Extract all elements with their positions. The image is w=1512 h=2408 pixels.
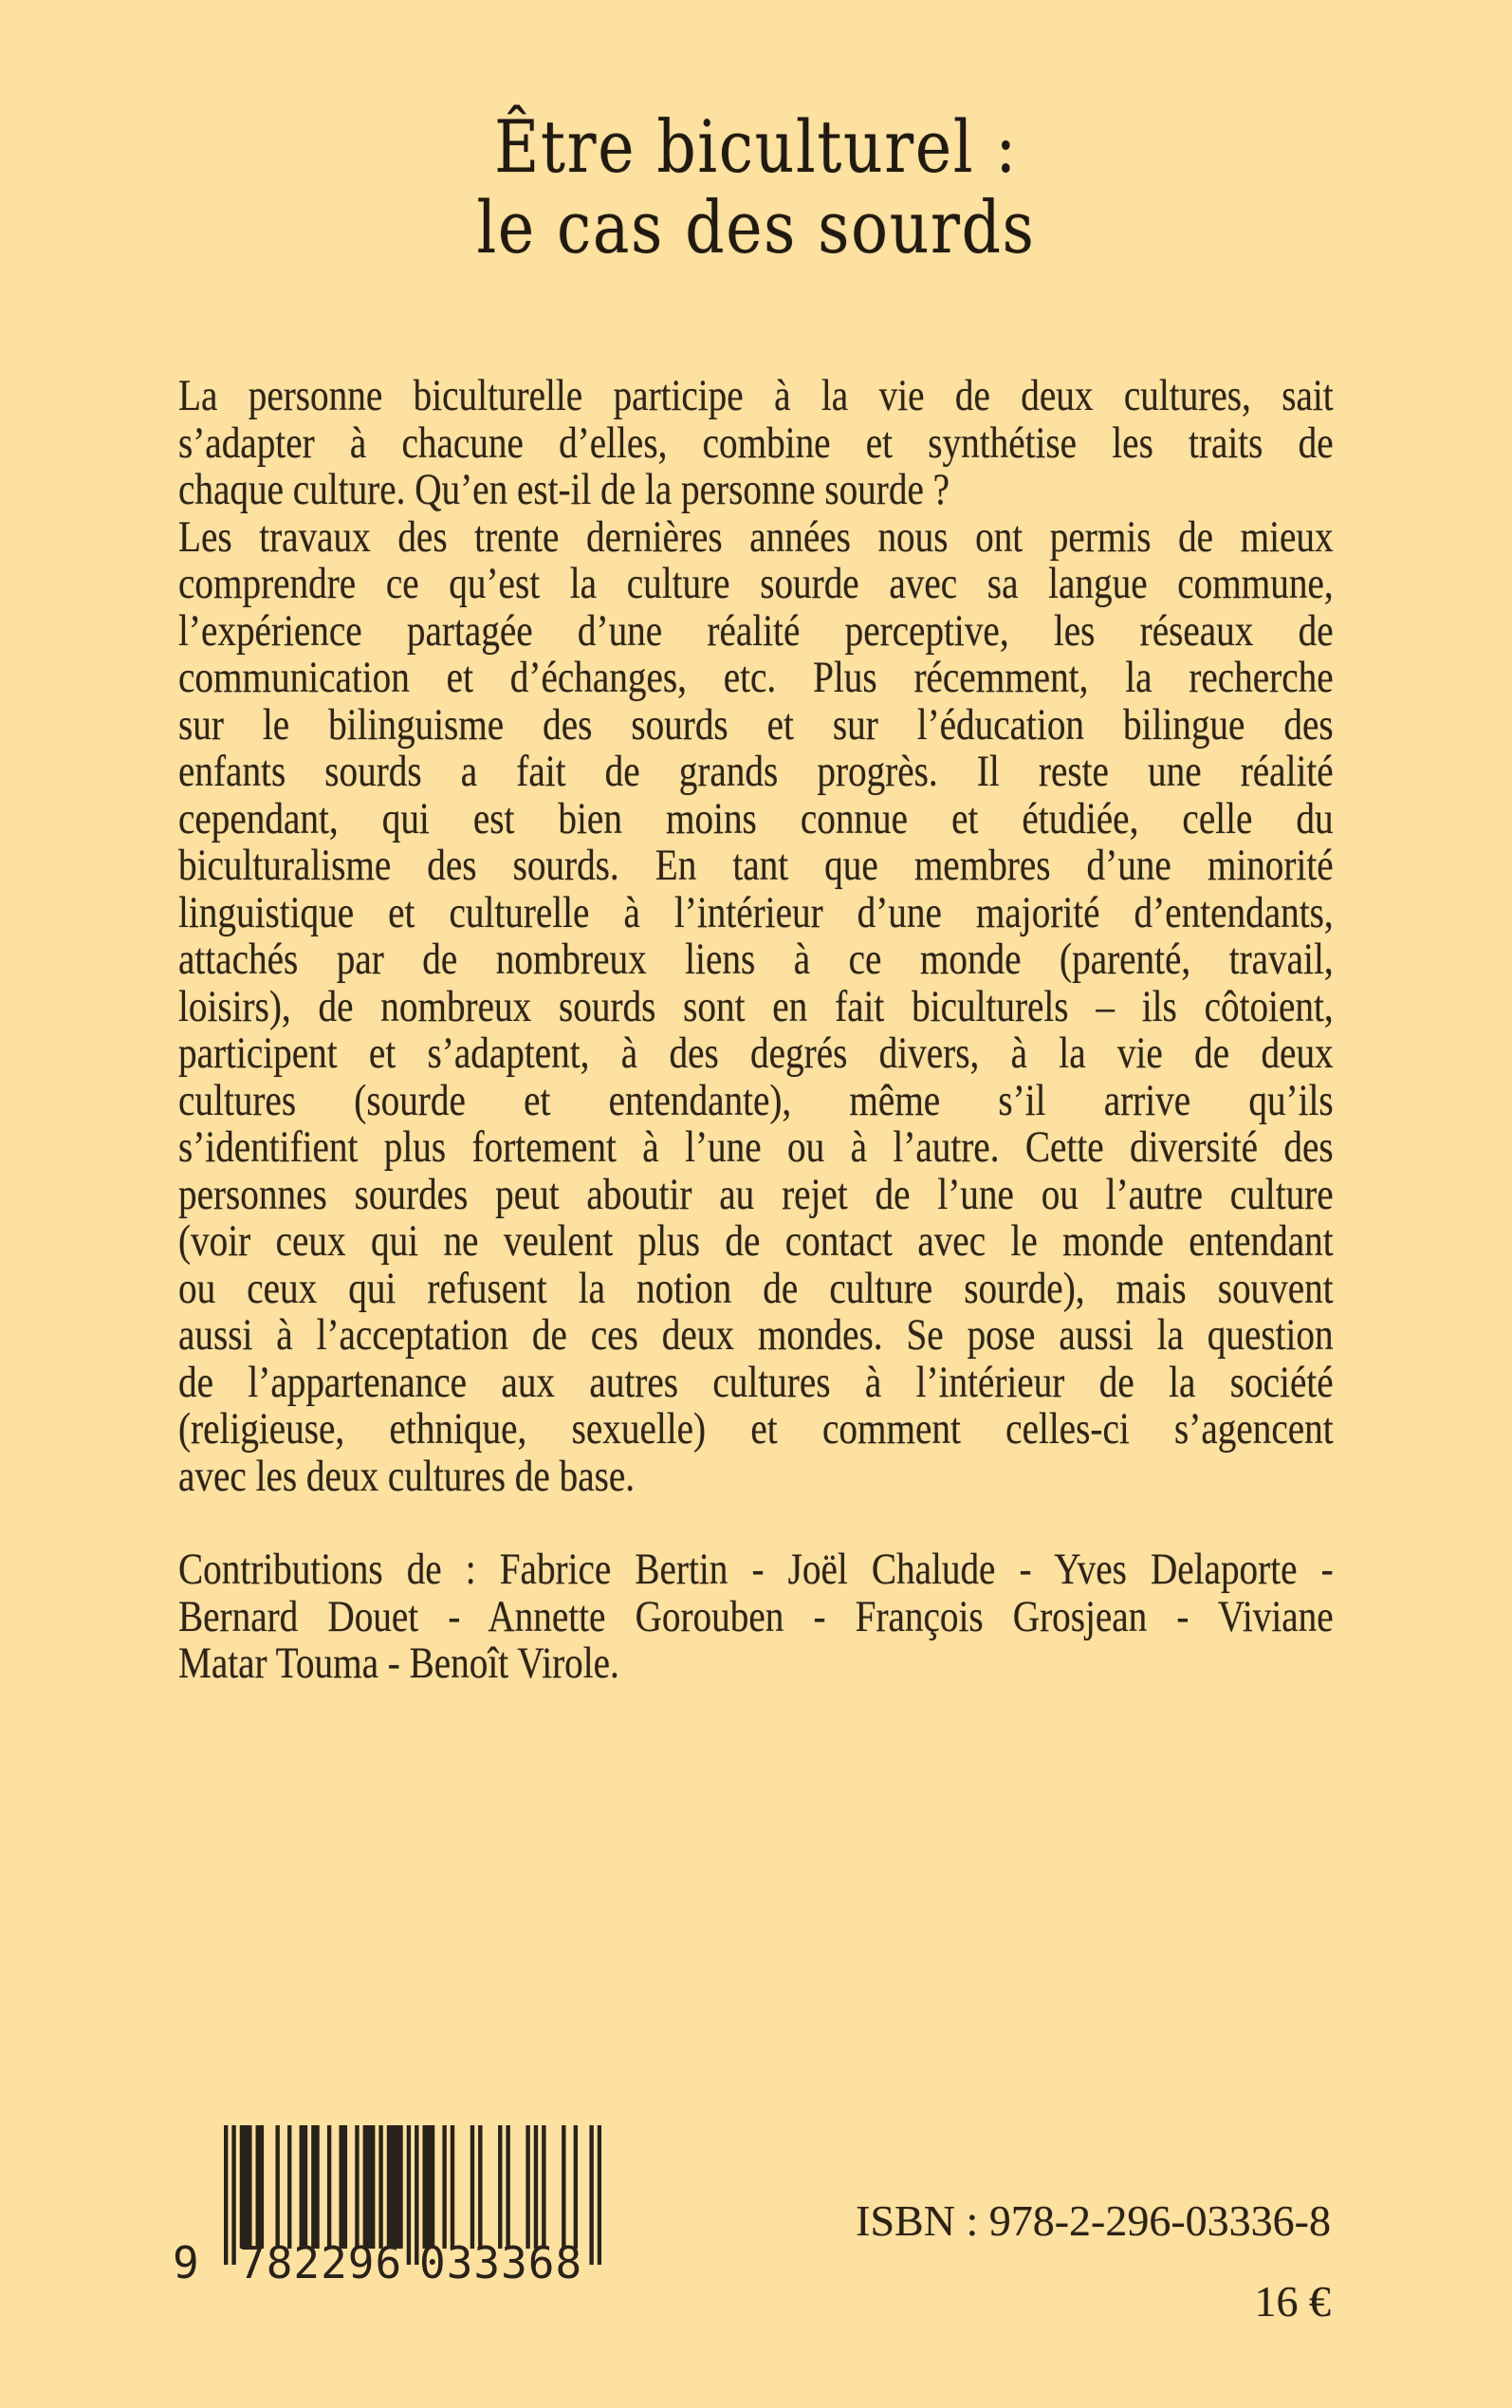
barcode-bar (240, 2125, 252, 2249)
barcode-bar (327, 2125, 331, 2249)
barcode-bar (598, 2125, 601, 2265)
isbn-text: ISBN : 978-2-296-03336-8 (856, 2196, 1331, 2245)
barcode-bar (506, 2125, 509, 2249)
contributors-line: Contributions de : Fabrice Bertin - Joël Chalude - Yves Delaporte - (178, 1545, 1334, 1594)
barcode-bar (415, 2125, 418, 2265)
barcode-bar (407, 2125, 411, 2265)
synopsis-line: loisirs), de nombreux sourds sont en fait biculturels – ils côtoient, (178, 981, 1334, 1031)
barcode-bar (300, 2125, 308, 2249)
synopsis-line: communication et d’échanges, etc. Plus récemment, la recherche (178, 653, 1334, 702)
barcode-left-digits: 782296 (239, 2237, 403, 2288)
contributors-text (178, 1547, 1334, 1688)
synopsis-line: chaque culture. Qu’en est-il de la personne sourde ? (178, 465, 950, 514)
barcode-bar (256, 2125, 265, 2249)
barcode-bar (422, 2125, 434, 2249)
synopsis-line: s’adapter à chacune d’elles, combine et synthétise les traits de (178, 417, 1334, 468)
barcode-bar (311, 2125, 320, 2249)
synopsis-line: enfants sourds a fait de grands progrès. Il reste une réalité (178, 747, 1334, 796)
barcode-bar (562, 2125, 565, 2249)
synopsis-text (178, 373, 1334, 1500)
book-title-line-2: le cas des sourds (476, 185, 1036, 269)
price-text: 16 € (1254, 2277, 1331, 2325)
barcode-bar (275, 2125, 279, 2249)
synopsis-line: cependant, qui est bien moins connue et étudiée, celle du (178, 793, 1334, 843)
barcode-bar (451, 2125, 454, 2249)
synopsis-line: participent et s’adaptent, à des degrés divers, à la vie de deux (178, 1028, 1334, 1078)
barcode-bar (478, 2125, 482, 2249)
synopsis-line: ou ceux qui refusent la notion de culture sourde), mais souvent (178, 1263, 1334, 1313)
barcode-bar (498, 2125, 502, 2249)
synopsis-line: comprendre ce qu’est la culture sourde avec sa langue commune, (178, 559, 1334, 608)
barcode-bar (574, 2125, 578, 2249)
barcode-bar (363, 2125, 376, 2249)
synopsis-line: Les travaux des trente dernières années nous ont permis de mieux (178, 511, 1334, 562)
barcode-bar (339, 2125, 347, 2249)
synopsis-line: (religieuse, ethnique, sexuelle) et comment celles-ci s’agencent (178, 1404, 1334, 1454)
synopsis-line: attachés par de nombreux liens à ce monde (parenté, travail, (178, 935, 1334, 984)
barcode-bar (378, 2125, 382, 2249)
barcode-bar (526, 2125, 529, 2249)
synopsis-line: l’expérience partagée d’une réalité perceptive, les réseaux de (178, 605, 1334, 656)
barcode-right-digits: 033368 (419, 2237, 583, 2288)
synopsis-line: biculturalisme des sourds. En tant que membres d’une minorité (178, 841, 1334, 890)
barcode-bar (355, 2125, 359, 2249)
contributors-line: Bernard Douet - Annette Gorouben - François Grosjean - Viviane (178, 1591, 1334, 1641)
barcode-bar (470, 2125, 474, 2249)
barcode-bar (542, 2125, 545, 2249)
barcode-bar (231, 2125, 235, 2265)
barcode-bar (387, 2125, 403, 2249)
synopsis-line: s’identifient plus fortement à l’une ou à l’autre. Cette diversité des (178, 1122, 1334, 1172)
barcode-bar (287, 2125, 291, 2249)
book-title (114, 106, 1399, 268)
barcode-bar (442, 2125, 446, 2249)
synopsis-line: (voir ceux qui ne veulent plus de contact avec le monde entendant (178, 1216, 1334, 1266)
book-title-line-1: Être biculturel : (494, 104, 1018, 189)
synopsis-line: de l’appartenance aux autres cultures à l’intérieur de la société (178, 1357, 1334, 1407)
synopsis-line: sur le bilinguisme des sourds et sur l’éducation bilingue des (178, 699, 1334, 750)
synopsis-line: avec les deux cultures de base. (178, 1451, 636, 1501)
barcode-first-digit: 9 (173, 2237, 199, 2288)
synopsis-line: La personne biculturelle participe à la vie de deux cultures, sait (178, 371, 1334, 420)
synopsis-line: aussi à l’acceptation de ces deux mondes. Se pose aussi la question (178, 1310, 1334, 1360)
synopsis-line: cultures (sourde et entendante), même s’il arrive qu’ils (178, 1075, 1334, 1125)
synopsis-line: linguistique et culturelle à l’intérieur d’une majorité d’entendants, (178, 887, 1334, 937)
barcode-bar (534, 2125, 538, 2249)
contributors-line: Matar Touma - Benoît Virole. (178, 1639, 619, 1688)
synopsis-line: personnes sourdes peut aboutir au rejet de l’une ou l’autre culture (178, 1169, 1334, 1219)
ean13-barcode (171, 2125, 617, 2301)
barcode-bar (224, 2125, 228, 2265)
barcode-bar (589, 2125, 593, 2265)
